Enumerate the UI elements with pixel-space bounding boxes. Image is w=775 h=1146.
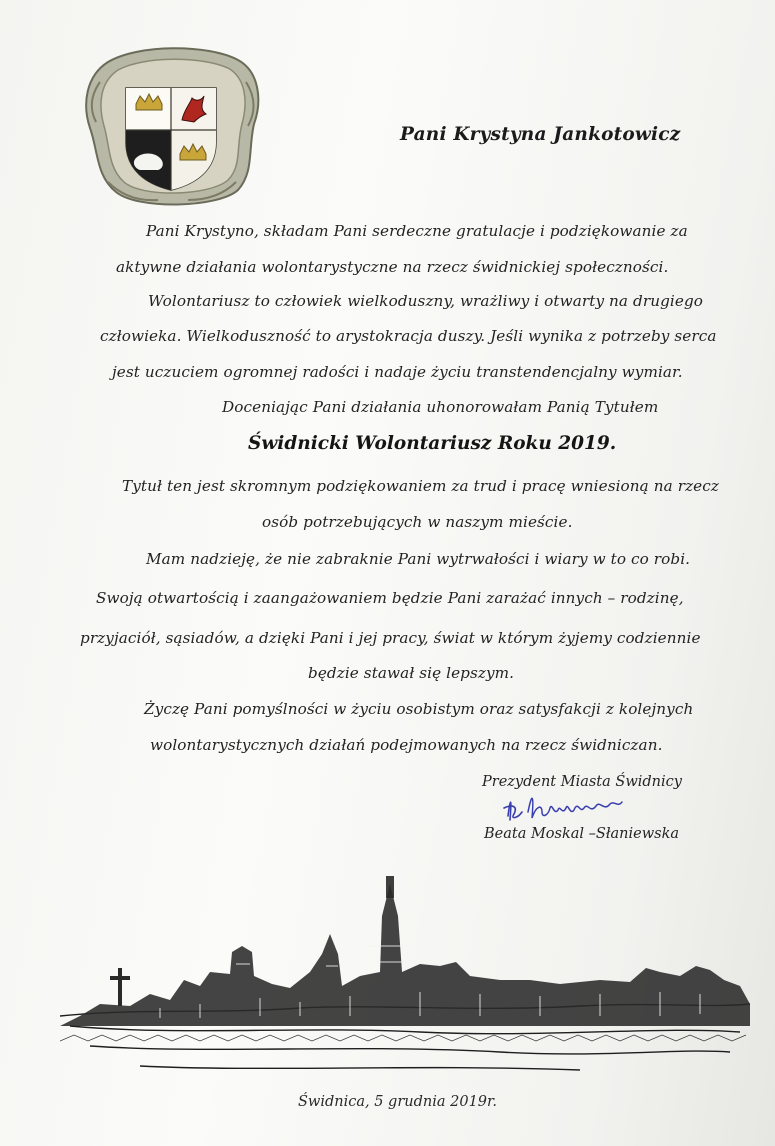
letter-line-4: człowieka. Wielkoduszność to arystokracja duszy. Jeśli wynika z potrzeby serca (100, 327, 717, 345)
letter-line-14: wolontarystycznych działań podejmowanych na rzecz świdniczan. (150, 736, 663, 754)
letter-line-3: Wolontariusz to człowiek wielkoduszny, wrażliwy i otwarty na drugiego (148, 292, 704, 310)
date-place: Świdnica, 5 grudnia 2019r. (298, 1094, 497, 1110)
letter-line-13: Życzę Pani pomyślności w życiu osobistym oraz satysfakcji z kolejnych (144, 700, 694, 718)
coat-of-arms-icon (78, 42, 264, 208)
letter-line-8: osób potrzebujących w naszym mieście. (262, 513, 573, 531)
letter-line-7: Tytuł ten jest skromnym podziękowaniem za trud i pracę wniesioną na rzecz (122, 477, 719, 495)
letter-line-12: będzie stawał się lepszym. (308, 664, 515, 682)
letter-line-1: Pani Krystyno, składam Pani serdeczne gratulacje i podziękowanie za (146, 222, 688, 240)
signatory-position: Prezydent Miasta Świdnicy (482, 774, 682, 790)
letter-line-11: przyjaciół, sąsiadów, a dzięki Pani i jej pracy, świat w którym żyjemy codziennie (80, 629, 701, 647)
recipient-name: Pani Krystyna Jankotowicz (400, 124, 681, 145)
letter-line-9: Mam nadzieję, że nie zabraknie Pani wytrwałości i wiary w to co robi. (146, 550, 691, 568)
honorary-title: Świdnicki Wolontariusz Roku 2019. (248, 433, 617, 454)
signatory-name: Beata Moskal –Słaniewska (484, 826, 680, 842)
letter-line-2: aktywne działania wolontarystyczne na rzecz świdnickiej społeczności. (116, 258, 669, 276)
letter-line-6: Doceniając Pani działania uhonorowałam Panią Tytułem (222, 398, 659, 416)
city-skyline-illustration (60, 876, 750, 1091)
letter-line-5: jest uczuciem ogromnej radości i nadaje życiu transtendencjalny wymiar. (112, 363, 683, 381)
handwritten-signature (498, 786, 638, 830)
letter-line-10: Swoją otwartością i zaangażowaniem będzie Pani zarażać innych – rodzinę, (96, 589, 684, 607)
